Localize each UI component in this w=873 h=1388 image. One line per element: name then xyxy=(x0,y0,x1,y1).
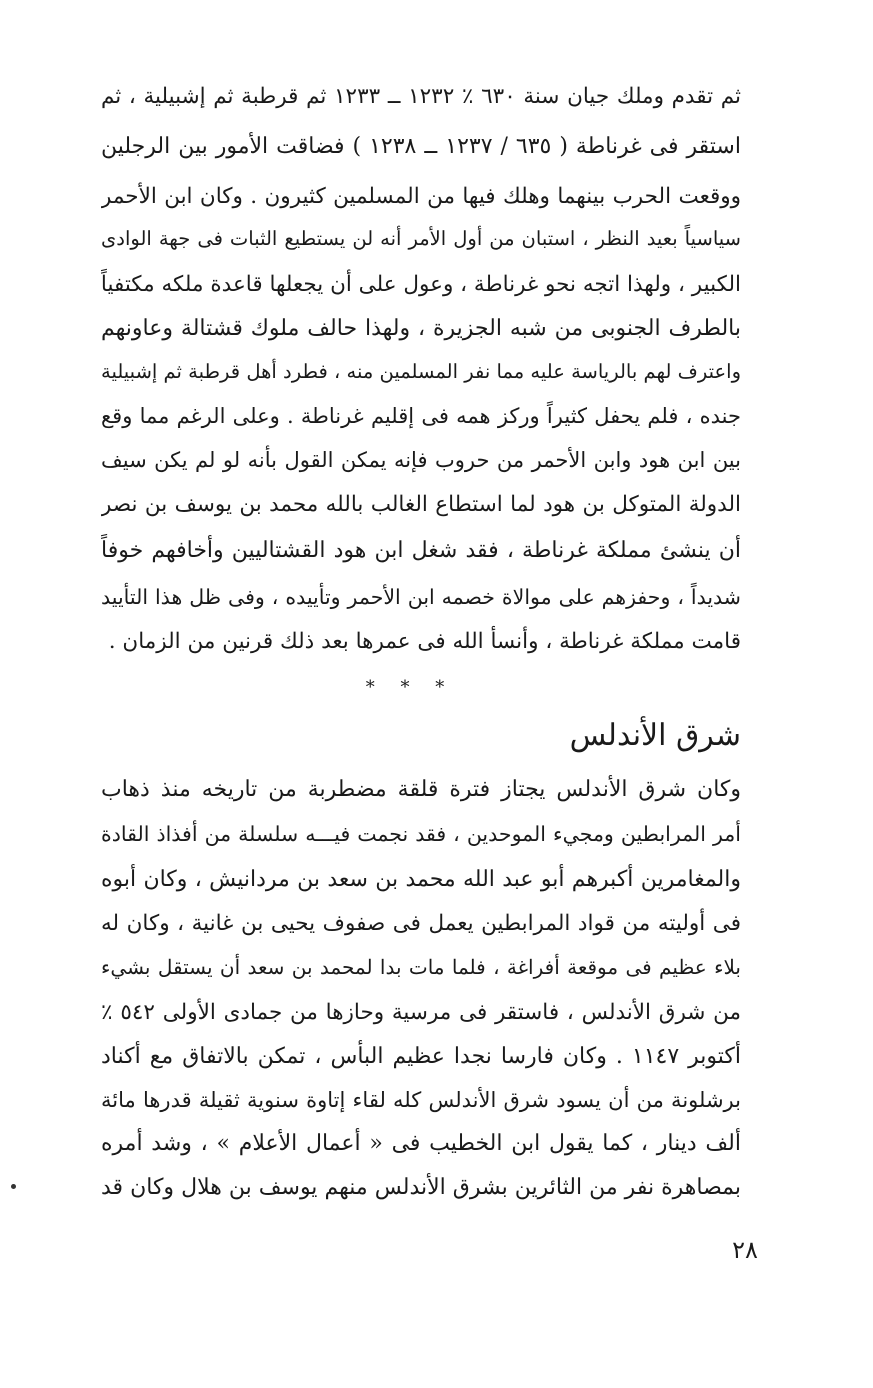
paragraph-2-line: برشلونة من أن يسود شرق الأندلس كله لقاء إتاوة سنوية ثقيلة قدرها مائة xyxy=(101,1088,741,1112)
paragraph-2-line: أكتوبر ١١٤٧ . وكان فارسا نجدا عظيم البأس ، تمكن بالاتفاق مع أكناد xyxy=(101,1044,741,1069)
paragraph-2-line: بلاء عظيم فى موقعة أفراغة ، فلما مات بدا لمحمد بن سعد أن يستقل بشيء xyxy=(101,955,741,979)
section-separator: * * * xyxy=(365,677,455,698)
paragraph-1-line: جنده ، فلم يحفل كثيراً وركز همه فى إقليم غرناطة . وعلى الرغم مما وقع xyxy=(101,404,741,428)
paragraph-2-line: والمغامرين أكبرهم أبو عبد الله محمد بن سعد بن مردانيش ، وكان أبوه xyxy=(101,867,741,892)
paragraph-2-line: فى أوليته من قواد المرابطين يعمل فى صفوف يحيى بن غانية ، وكان له xyxy=(101,911,741,936)
paragraph-2-line: أمر المرابطين ومجيء الموحدين ، فقد نجمت فيـــه سلسلة من أفذاذ القادة xyxy=(101,822,741,846)
paragraph-1-line: بين ابن هود وابن الأحمر من حروب فإنه يمكن القول بأنه لو لم يكن سيف xyxy=(101,448,741,472)
paragraph-1-line: الدولة المتوكل بن هود لما استطاع الغالب بالله محمد بن يوسف بن نصر xyxy=(101,492,741,517)
paragraph-1-line: ووقعت الحرب بينهما وهلك فيها من المسلمين كثيرون . وكان ابن الأحمر xyxy=(101,184,741,209)
paragraph-1-line: قامت مملكة غرناطة ، وأنسأ الله فى عمرها بعد ذلك قرنين من الزمان . xyxy=(108,629,741,654)
paragraph-1-line: شديداً ، وحفزهم على موالاة خصمه ابن الأحمر وتأييده ، وفى ظل هذا التأييد xyxy=(101,585,741,609)
paragraph-2-line: ألف دينار ، كما يقول ابن الخطيب فى « أعمال الأعلام » ، وشد أمره xyxy=(101,1131,741,1156)
paragraph-2-line: من شرق الأندلس ، فاستقر فى مرسية وحازها من جمادى الأولى ٥٤٢ ٪ xyxy=(101,1000,741,1025)
paragraph-1-line: ثم تقدم وملك جيان سنة ٦٣٠ ٪ ١٢٣٢ ــ ١٢٣٣ ثم قرطبة ثم إشبيلية ، ثم xyxy=(101,84,741,109)
paragraph-1-line: بالطرف الجنوبى من شبه الجزيرة ، ولهذا حالف ملوك قشتالة وعاونهم xyxy=(101,316,741,341)
paragraph-1-line: استقر فى غرناطة ( ٦٣٥ / ١٢٣٧ ــ ١٢٣٨ ) فضاقت الأمور بين الرجلين xyxy=(101,134,741,159)
paragraph-1-line: الكبير ، ولهذا اتجه نحو غرناطة ، وعول على أن يجعلها قاعدة ملكه مكتفياً xyxy=(101,272,741,297)
section-heading: شرق الأندلس xyxy=(569,718,741,753)
paragraph-2-line: وكان شرق الأندلس يجتاز فترة قلقة مضطربة من تاريخه منذ ذهاب xyxy=(101,777,741,802)
paragraph-1-line: أن ينشئ مملكة غرناطة ، فقد شغل ابن هود القشتاليين وأخافهم خوفاً xyxy=(101,538,741,563)
paragraph-1-line: سياسياً بعيد النظر ، استبان من أول الأمر أنه لن يستطيع الثبات فى جهة الوادى xyxy=(101,227,741,250)
paragraph-2-line: بمصاهرة نفر من الثائرين بشرق الأندلس منهم يوسف بن هلال وكان قد xyxy=(101,1175,741,1200)
paragraph-1-line: واعترف لهم بالرياسة عليه مما نفر المسلمين منه ، فطرد أهل قرطبة ثم إشبيلية xyxy=(101,360,741,383)
page-number: ٢٨ xyxy=(732,1236,758,1264)
scan-speck xyxy=(11,1184,16,1189)
